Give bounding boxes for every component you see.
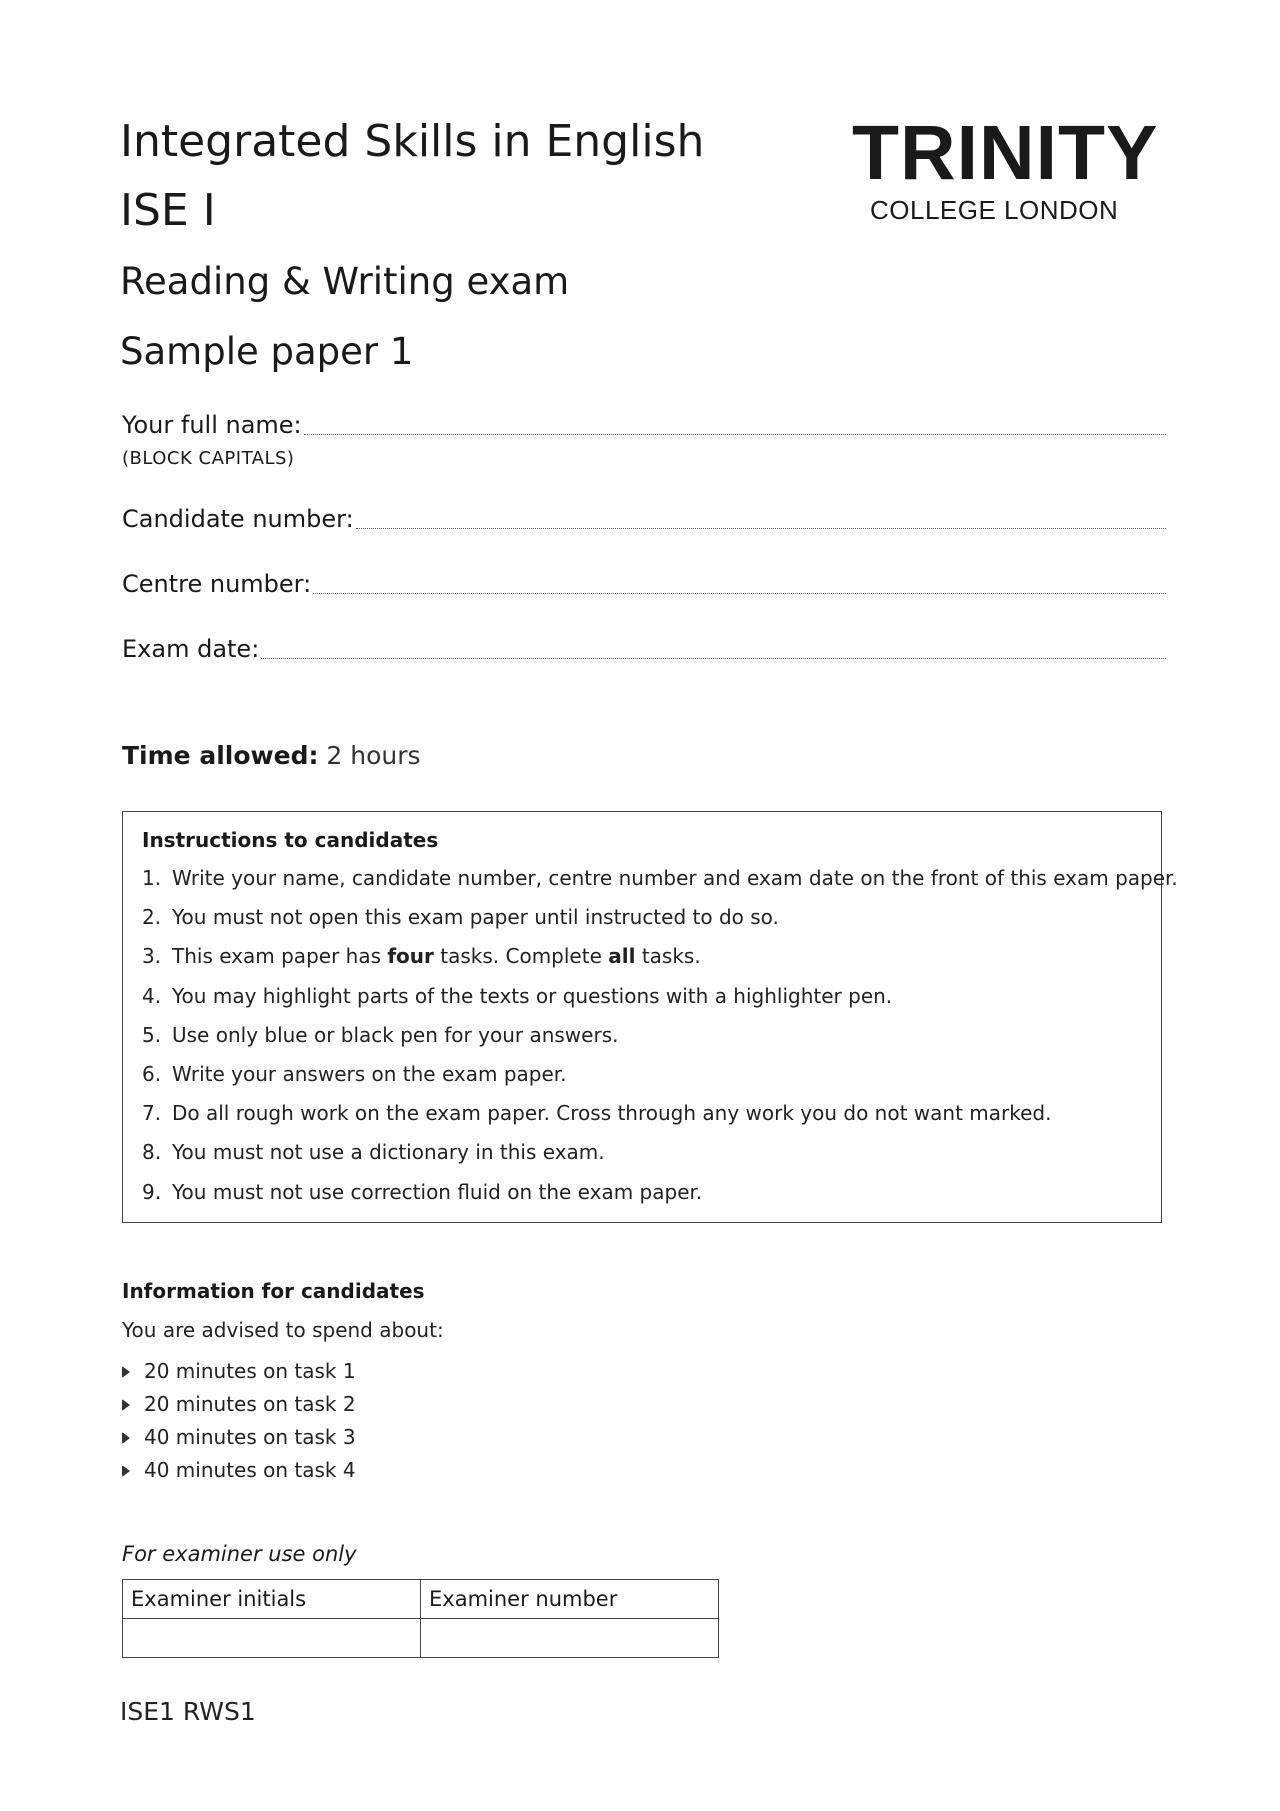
logo-wordmark: TRINITY xyxy=(852,110,1159,196)
list-item-text: 40 minutes on task 3 xyxy=(144,1424,356,1449)
instruction-emphasis: all xyxy=(608,944,636,969)
candidate-number-label: Candidate number: xyxy=(122,505,354,533)
list-item xyxy=(122,1420,356,1453)
full-name-field[interactable] xyxy=(122,413,1166,437)
time-allowed-label: Time allowed: xyxy=(122,741,319,770)
list-item-text: 20 minutes on task 1 xyxy=(144,1358,356,1383)
sample-paper-title: Sample paper 1 xyxy=(120,330,414,373)
instruction-text-part: tasks. xyxy=(635,944,701,969)
candidate-number-input-line[interactable] xyxy=(356,527,1166,529)
examiner-initials-header: Examiner initials xyxy=(123,1580,421,1619)
instruction-number: 8. xyxy=(142,1140,162,1165)
list-item-text: 20 minutes on task 2 xyxy=(144,1391,356,1416)
information-intro: You are advised to spend about: xyxy=(122,1318,444,1342)
full-name-label: Your full name: xyxy=(122,411,302,439)
instruction-text: You may highlight parts of the texts or questions with a highlighter pen. xyxy=(172,983,893,1008)
trinity-logo xyxy=(852,110,1166,226)
instruction-text: You must not use correction fluid on the exam paper. xyxy=(172,1179,703,1204)
instruction-number: 5. xyxy=(142,1022,162,1047)
instruction-number: 4. xyxy=(142,983,162,1008)
bullet-icon xyxy=(122,1399,130,1411)
level-title: ISE I xyxy=(120,185,216,236)
list-item-text: 40 minutes on task 4 xyxy=(144,1457,356,1482)
instructions-list xyxy=(142,866,1178,1219)
table-row xyxy=(123,1580,719,1619)
instruction-item xyxy=(142,905,1178,944)
time-allowed-value: 2 hours xyxy=(318,741,421,770)
instructions-box xyxy=(122,811,1178,1223)
examiner-table xyxy=(122,1579,719,1658)
list-item xyxy=(122,1387,356,1420)
information-title: Information for candidates xyxy=(122,1279,425,1303)
time-allowed xyxy=(122,741,421,770)
logo-subtitle: COLLEGE LONDON xyxy=(870,195,1119,225)
instruction-number: 7. xyxy=(142,1101,162,1126)
instruction-number: 9. xyxy=(142,1179,162,1204)
instruction-text: Use only blue or black pen for your answers. xyxy=(172,1022,619,1047)
exam-date-input-line[interactable] xyxy=(261,657,1166,659)
list-item xyxy=(122,1453,356,1486)
exam-date-field[interactable] xyxy=(122,637,1166,661)
instruction-item xyxy=(142,944,1178,983)
centre-number-field[interactable] xyxy=(122,572,1166,596)
page-title: Integrated Skills in English xyxy=(120,116,705,167)
instruction-number: 2. xyxy=(142,905,162,930)
instruction-item xyxy=(142,1180,1178,1219)
examiner-number-cell[interactable] xyxy=(421,1619,719,1658)
instruction-number: 1. xyxy=(142,866,162,890)
time-advice-list xyxy=(122,1354,356,1486)
instruction-text: Write your answers on the exam paper. xyxy=(172,1061,567,1086)
table-row xyxy=(123,1619,719,1658)
instruction-item xyxy=(142,1023,1178,1062)
instruction-emphasis: four xyxy=(387,944,434,969)
full-name-input-line[interactable] xyxy=(304,433,1166,435)
examiner-initials-cell[interactable] xyxy=(123,1619,421,1658)
exam-date-label: Exam date: xyxy=(122,635,260,663)
block-capitals-hint: (BLOCK CAPITALS) xyxy=(122,448,295,469)
instruction-number: 3. xyxy=(142,944,162,969)
examiner-use-label: For examiner use only xyxy=(122,1542,357,1566)
instruction-text: Do all rough work on the exam paper. Cross through any work you do not want marked. xyxy=(172,1101,1052,1126)
centre-number-label: Centre number: xyxy=(122,570,312,598)
bullet-icon xyxy=(122,1366,130,1378)
instruction-text: You must not open this exam paper until instructed to do so. xyxy=(172,905,779,930)
instruction-number: 6. xyxy=(142,1061,162,1086)
instruction-item xyxy=(142,1101,1178,1140)
instruction-item xyxy=(142,1062,1178,1101)
examiner-number-header: Examiner number xyxy=(421,1580,719,1619)
instruction-item xyxy=(142,984,1178,1023)
centre-number-input-line[interactable] xyxy=(313,592,1166,594)
instruction-text: Write your name, candidate number, centre number and exam date on the front of this exam paper. xyxy=(172,866,1178,890)
paper-code: ISE1 RWS1 xyxy=(120,1697,256,1726)
instruction-text: You must not use a dictionary in this exam. xyxy=(172,1140,605,1165)
instruction-item xyxy=(142,1140,1178,1179)
bullet-icon xyxy=(122,1465,130,1477)
candidate-number-field[interactable] xyxy=(122,507,1166,531)
instruction-text-part: tasks. Complete xyxy=(433,944,609,969)
bullet-icon xyxy=(122,1432,130,1444)
list-item xyxy=(122,1354,356,1387)
exam-type-title: Reading & Writing exam xyxy=(120,260,570,303)
instruction-text-part: This exam paper has xyxy=(172,944,388,969)
instructions-title: Instructions to candidates xyxy=(142,828,439,852)
instruction-text xyxy=(172,944,701,983)
instruction-item xyxy=(142,866,1178,905)
